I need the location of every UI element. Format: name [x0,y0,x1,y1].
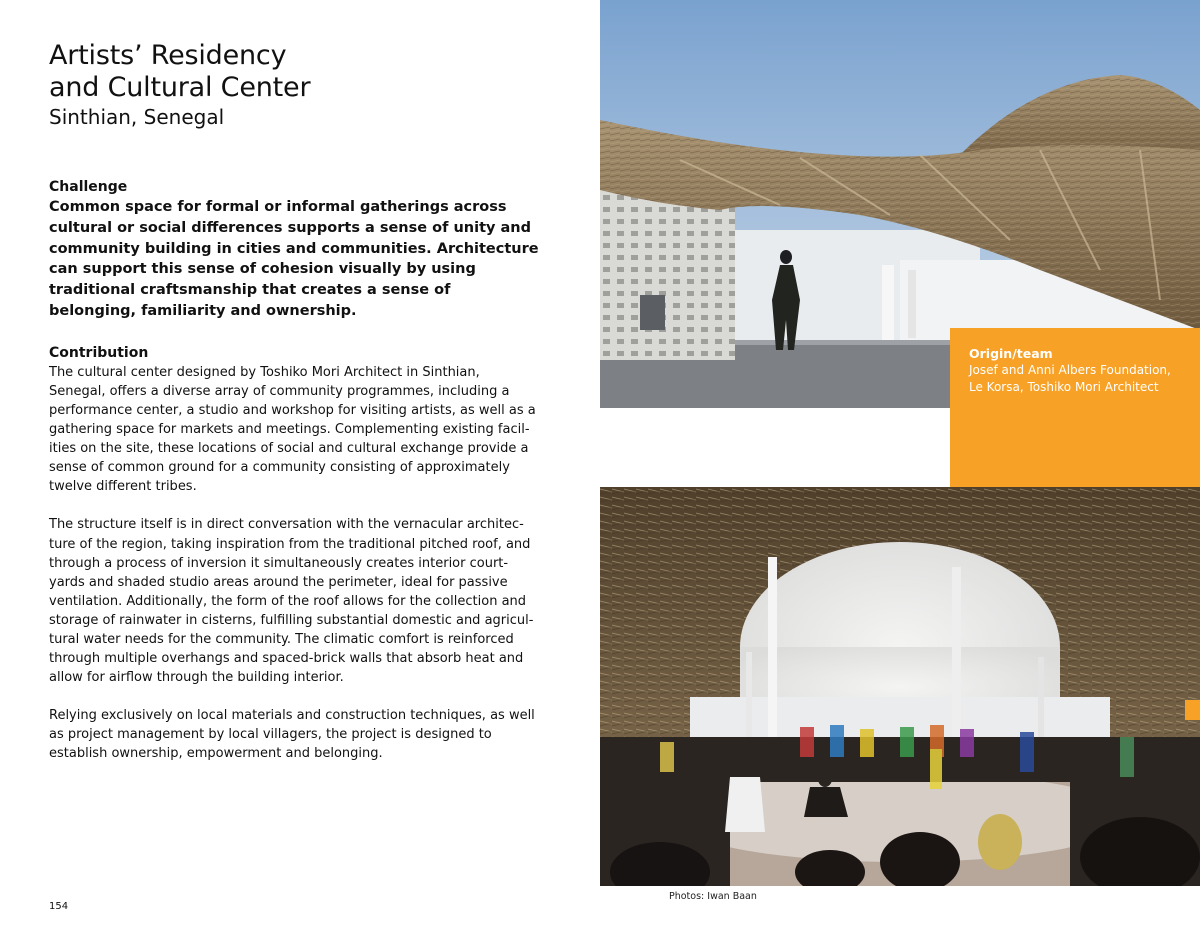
page-title [49,40,539,104]
photo-interior-image [600,487,1200,886]
challenge-heading: Challenge [49,179,128,195]
contribution-paragraph-2: The structure itself is in direct conversation with the vernacular architec-ture of the region, taking inspiration from the traditional pitched roof, and through a process of inversion it simultaneously creates interior court-yards and shaded studio areas around the perimeter, ideal for passive ventilation. Additionally, the form of the roof allows for the collection and storage of rainwater in cisterns, fulfilling substantial domestic and agricul-tural water needs for the community. The climatic comfort is reinforced through multiple overhangs and spaced-brick walls that absorb heat and allow for airflow through the building interior. [49,517,534,686]
text-column [49,40,539,764]
page-number: 154 [49,901,69,912]
contribution-paragraph-3: Relying exclusively on local materials and construction techniques, as well as project management by local villagers, the project is designed to establish ownership, empowerment and belonging. [49,708,535,762]
title-line-1: Artists’ Residency [49,40,287,71]
origin-heading: Origin/team [969,346,1053,361]
contribution-section [49,343,539,764]
photo-credit: Photos: Iwan Baan [669,891,757,902]
challenge-section [49,177,539,322]
photo-interior-gathering [600,487,1200,886]
orange-tab-marker [1185,700,1200,720]
origin-team-box [950,328,1200,507]
challenge-text: Common space for formal or informal gatherings across cultural or social differences supports a sense of unity and community building in cities and communities. Architecture can support this sense of cohesion visually by using traditional craftsmanship that creates a sense of belonging, familiarity and ownership. [49,199,539,319]
page-subtitle: Sinthian, Senegal [49,105,225,129]
contribution-heading: Contribution [49,344,149,361]
origin-text: Josef and Anni Albers Foundation, Le Korsa, Toshiko Mori Architect [969,363,1171,394]
title-line-2: and Cultural Center [49,72,311,103]
contribution-paragraph-1: The cultural center designed by Toshiko Mori Architect in Sinthian, Senegal, offers a diverse array of community programmes, including a performance center, a studio and workshop for visiting artists, as well as a gathering space for markets and meetings. Complementing existing facil-ities on the site, these locations of social and cultural exchange provide a sense of common ground for a community consisting of approximately twelve different tribes. [49,364,536,495]
